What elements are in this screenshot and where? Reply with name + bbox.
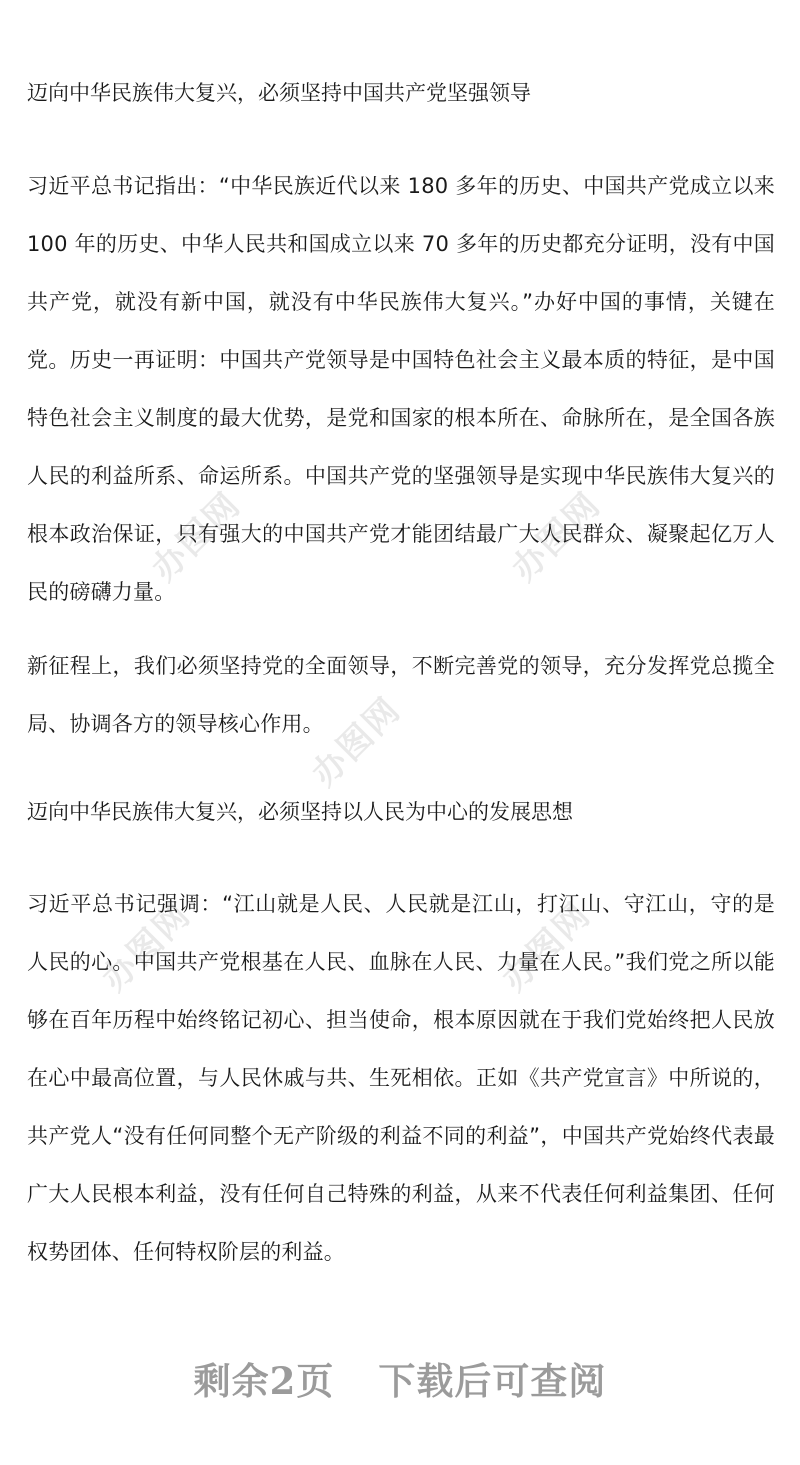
download-prompt[interactable] [0, 1356, 800, 1406]
watermark: 办图网 [144, 484, 249, 590]
body-paragraph: 习近平总书记强调：“江山就是人民、人民就是江山，打江山、守江山，守的是人民的心。中国共产党根基在人民、血脉在人民、力量在人民。”我们党之所以能够在百年历程中始终铭记初心、担当使命，根本原因就在于我们党始终把人民放在心中最高位置，与人民休戚与共、生死相依。正如《共产党宣言》中所说的，共产党人“没有任何同整个无产阶级的利益不同的利益”，中国共产党始终代表最广大人民根本利益，没有任何自己特殊的利益，从来不代表任何利益集团、任何权势团体、任何特权阶层的利益。 [27, 892, 775, 1264]
body-paragraph: 新征程上，我们必须坚持党的全面领导，不断完善党的领导，充分发挥党总揽全局、协调各方的领导核心作用。 [27, 654, 775, 736]
section-heading: 迈向中华民族伟大复兴，必须坚持中国共产党坚强领导 [27, 81, 531, 105]
body-paragraph: 习近平总书记指出：“中华民族近代以来 180 多年的历史、中国共产党成立以来 100 年的历史、中华人民共和国成立以来 70 多年的历史都充分证明，没有中国共产党，就没有新中国，就没有中华民族伟大复兴。”办好中国的事情，关键在党。历史一再证明：中国共产党领导是中国特色社会主义最本质的特征，是中国特色社会主义制度的最大优势，是党和国家的根本所在、命脉所在，是全国各族人民的利益所系、命运所系。中国共产党的坚强领导是实现中华民族伟大复兴的根本政治保证，只有强大的中国共产党才能团结最广大人民群众、凝聚起亿万人民的磅礴力量。 [27, 174, 775, 604]
watermark: 办图网 [494, 894, 599, 1000]
remaining-pages-label: 剩余2页 [193, 1359, 335, 1403]
watermark: 办图网 [304, 689, 409, 795]
section-heading: 迈向中华民族伟大复兴，必须坚持以人民为中心的发展思想 [27, 800, 573, 824]
download-hint-label: 下载后可查阅 [378, 1359, 607, 1403]
watermark: 办图网 [504, 484, 609, 590]
watermark: 办图网 [94, 894, 199, 1000]
